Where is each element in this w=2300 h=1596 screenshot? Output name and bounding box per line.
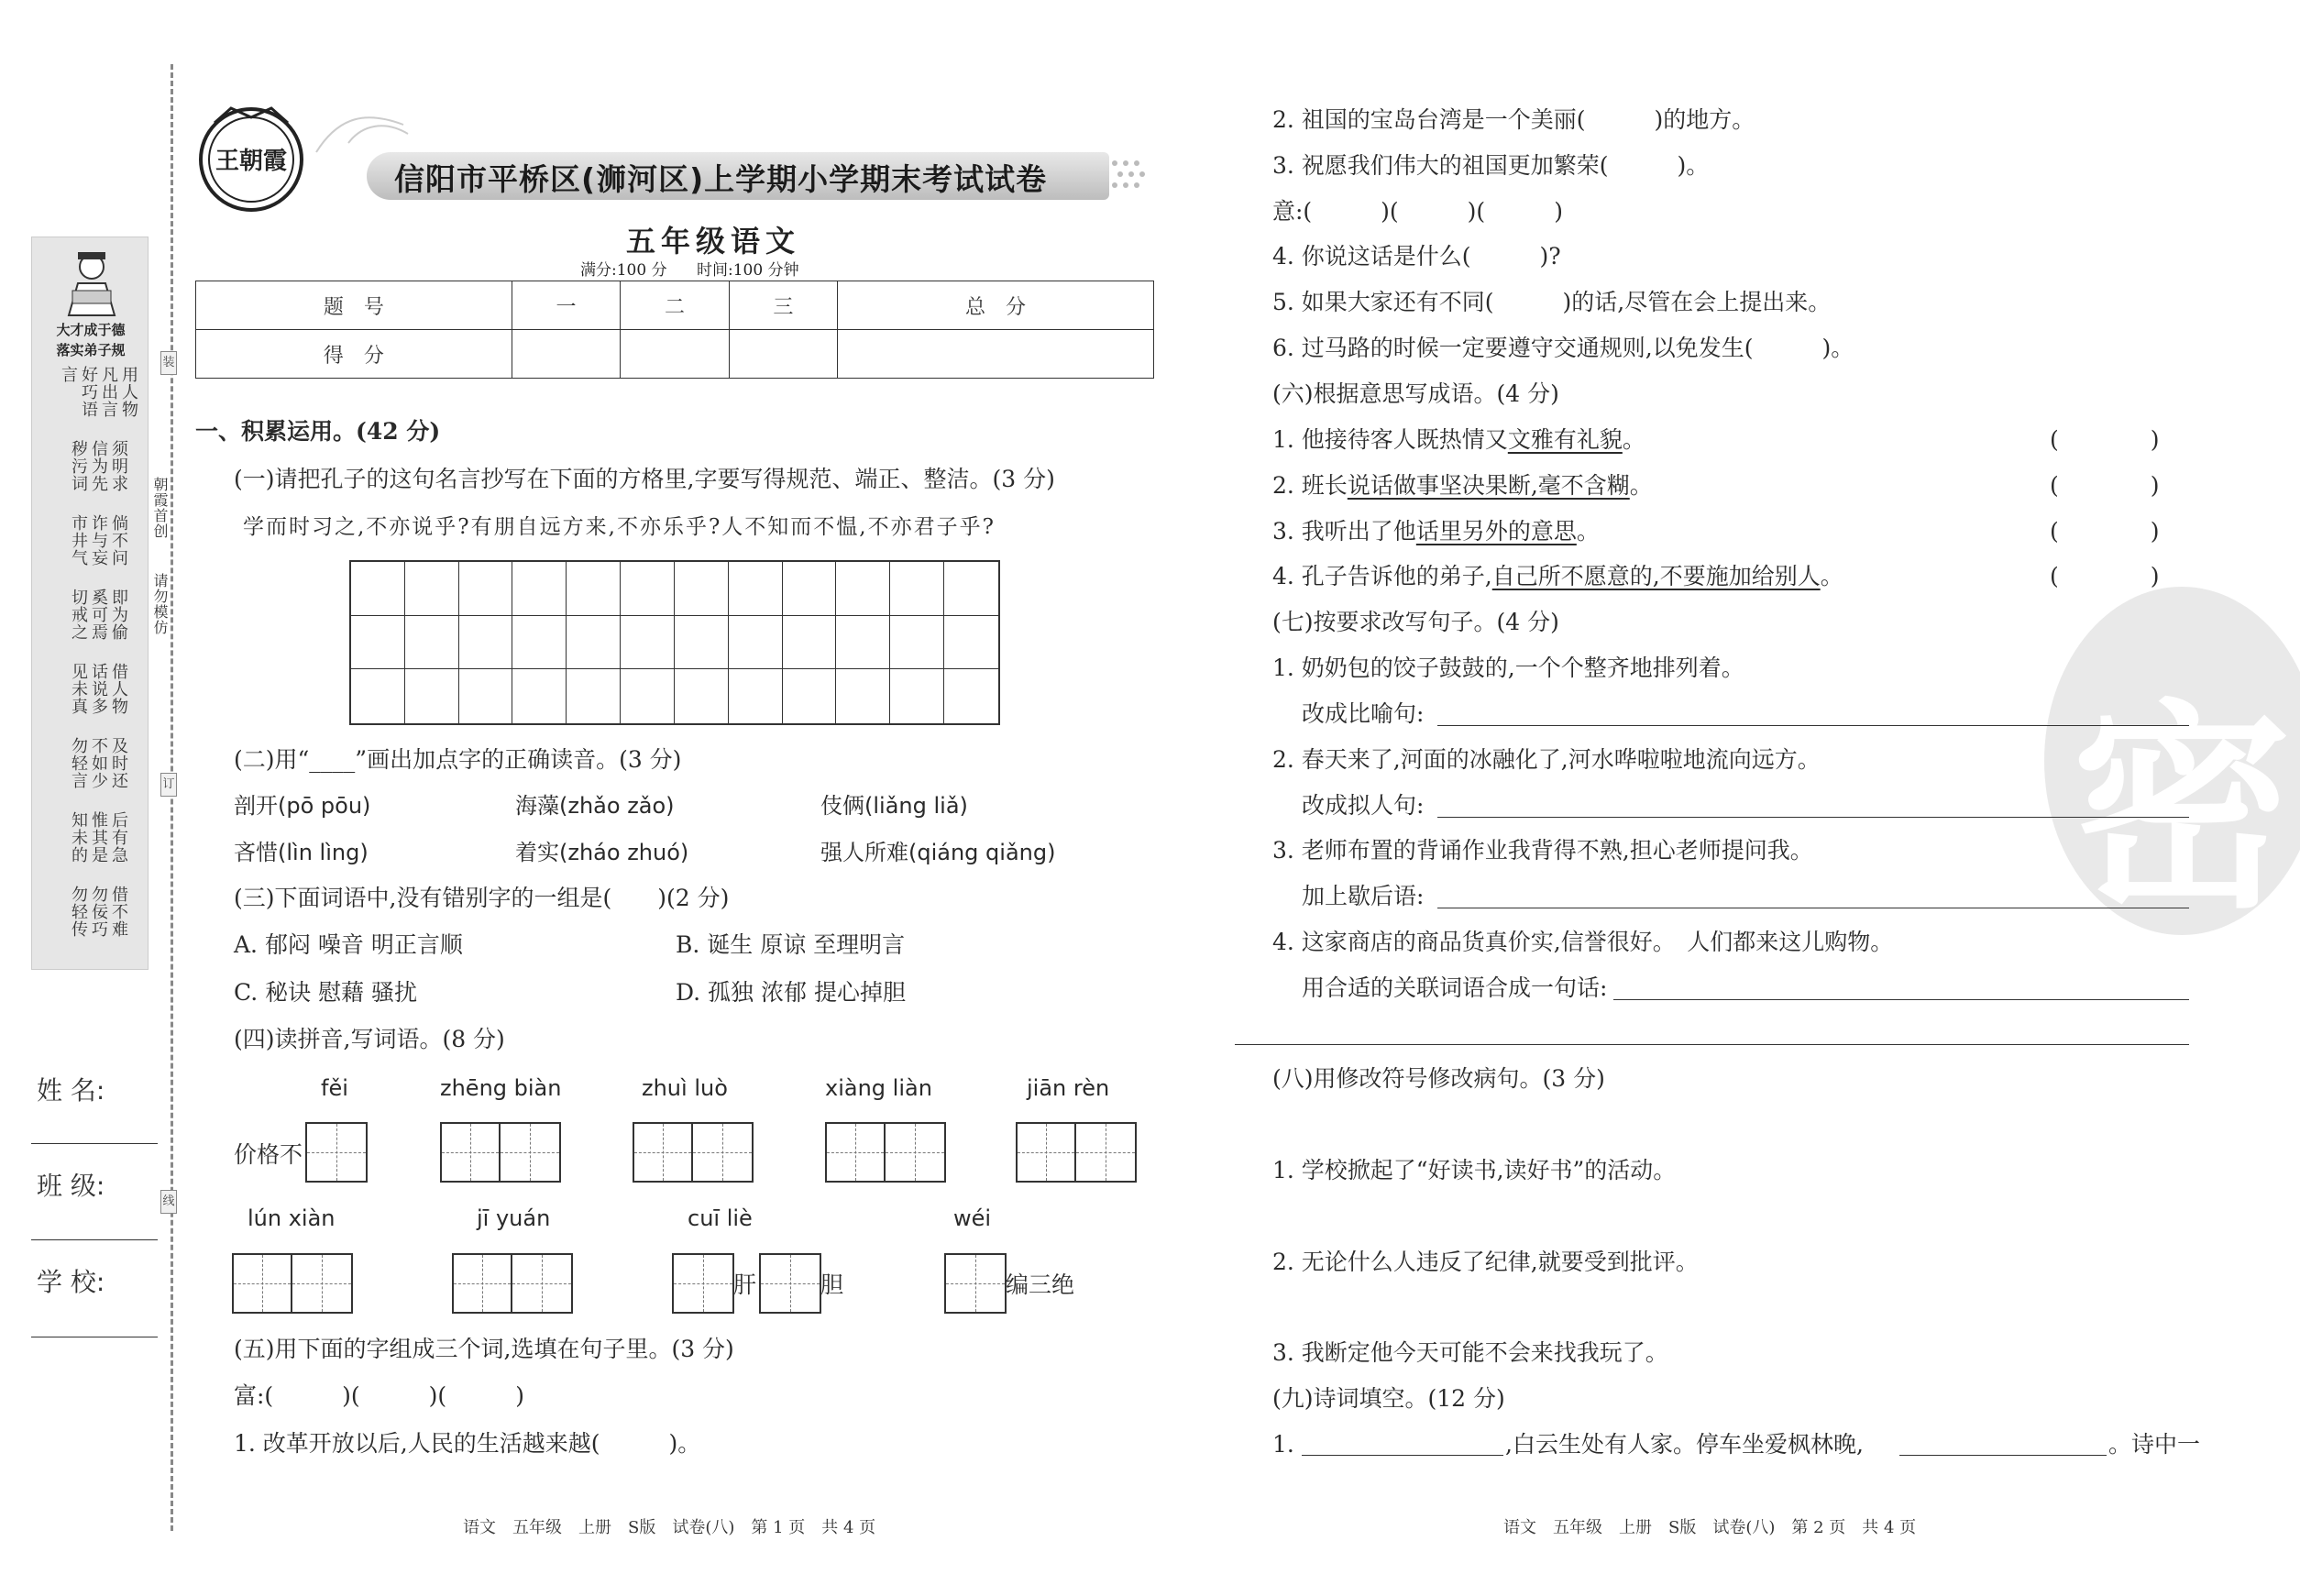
- motto-verse: 勿佞巧: [89, 886, 108, 938]
- q4-box-3[interactable]: [633, 1122, 754, 1183]
- motto-verse: 后有急: [109, 811, 128, 864]
- copy-grid-cell[interactable]: [783, 562, 837, 616]
- name-line[interactable]: [31, 1143, 158, 1144]
- q8-sentence-2[interactable]: 2. 无论什么人违反了纪律,就要受到批评。: [1272, 1249, 1699, 1275]
- motto-verse: 好巧语言: [59, 366, 98, 418]
- q2-item[interactable]: 着实(zháo zhuó): [515, 840, 689, 865]
- q9-blank-1[interactable]: [1302, 1455, 1503, 1456]
- score-header-cell: 一: [512, 281, 620, 330]
- q8-sentence-1[interactable]: 1. 学校掀起了“好读书,读好书”的活动。: [1272, 1157, 1677, 1183]
- copy-grid-cell[interactable]: [890, 616, 944, 670]
- motto-verse: 话说多: [89, 663, 108, 715]
- copy-grid-cell[interactable]: [944, 669, 998, 723]
- brand-logo: [194, 103, 314, 213]
- q5-word-yi[interactable]: 意:( )( )( ): [1272, 198, 1563, 225]
- copy-grid-cell[interactable]: [729, 616, 783, 670]
- copy-grid-cell[interactable]: [729, 669, 783, 723]
- motto-verse: 借人物: [109, 663, 128, 715]
- copy-grid-cell[interactable]: [405, 616, 459, 670]
- side-note-2: 请勿模仿: [151, 573, 169, 635]
- motto-verse: 切戒之: [69, 589, 88, 641]
- school-label: 学 校:: [37, 1267, 105, 1297]
- score-cell[interactable]: [512, 330, 620, 379]
- motto-verse-row: [58, 366, 138, 433]
- q4-pinyin: zhēng biàn: [440, 1075, 562, 1101]
- q9-num: 1.: [1272, 1431, 1294, 1458]
- copy-grid[interactable]: [349, 560, 1000, 725]
- q7-answer-line-2[interactable]: [1437, 817, 2189, 818]
- copy-grid-cell[interactable]: [512, 669, 567, 723]
- motto-sidebar: [31, 237, 149, 970]
- copy-grid-cell[interactable]: [567, 669, 621, 723]
- page-footer-right: 语文 五年级 上册 S版 试卷(八) 第 2 页 共 4 页: [1503, 1518, 1917, 1537]
- q6-item-3: 3. 我听出了他话里另外的意思。: [1272, 518, 1600, 545]
- q4-prompt: (四)读拼音,写词语。(8 分): [234, 1026, 505, 1052]
- q6-item-1: 1. 他接待客人既热情又文雅有礼貌。: [1272, 426, 1645, 453]
- copy-grid-cell[interactable]: [512, 616, 567, 670]
- q5-word-fu[interactable]: 富:( )( )( ): [234, 1382, 524, 1409]
- binding-tag-zhuang: 装: [160, 351, 177, 375]
- q6-answer-2[interactable]: ( ): [2050, 472, 2160, 499]
- binding-tag-ding: 订: [160, 773, 177, 797]
- motto-verse-row: [58, 811, 138, 878]
- confidential-watermark: 密: [2044, 587, 2300, 935]
- copy-grid-cell[interactable]: [783, 616, 837, 670]
- motto-verse: 勿轻言: [69, 737, 88, 789]
- q6-answer-4[interactable]: ( ): [2050, 563, 2160, 589]
- copy-grid-cell[interactable]: [675, 669, 729, 723]
- q7-task-2: 改成拟人句:: [1302, 792, 1425, 819]
- copy-grid-cell[interactable]: [621, 669, 675, 723]
- copy-grid-cell[interactable]: [512, 562, 567, 616]
- copy-grid-cell[interactable]: [836, 669, 890, 723]
- motto-verse: 须明求: [109, 440, 128, 492]
- binding-dashed-line: [171, 64, 173, 1531]
- q5-sentence-6[interactable]: 6. 过马路的时候一定要遵守交通规则,以免发生( )。: [1272, 335, 1854, 361]
- score-header-cell: 题 号: [196, 281, 512, 330]
- q9-prompt: (九)诗词填空。(12 分): [1272, 1385, 1505, 1412]
- q9-middle: ,白云生处有人家。停车坐爱枫林晚,: [1505, 1431, 1864, 1458]
- q8-sentence-3[interactable]: 3. 我断定他今天可能不会来找我玩了。: [1272, 1339, 1668, 1366]
- q2-item[interactable]: 吝惜(lìn lìng): [234, 840, 369, 865]
- q2-item[interactable]: 剖开(pō pōu): [234, 793, 371, 819]
- q4-box-1[interactable]: [305, 1122, 368, 1183]
- q9-end: 。诗中一: [2108, 1431, 2201, 1458]
- q4-pinyin: zhuì luò: [642, 1075, 728, 1101]
- score-header-cell: 总 分: [838, 281, 1154, 330]
- q6-item-4: 4. 孔子告诉他的弟子,自己所不愿意的,不要施加给别人。: [1272, 563, 1843, 589]
- q4-pinyin: jiān rèn: [1027, 1075, 1110, 1101]
- motto-verse: 用人物: [119, 366, 138, 418]
- q4-box-5[interactable]: [1016, 1122, 1137, 1183]
- q6-item-2: 2. 班长说话做事坚决果断,毫不含糊。: [1272, 472, 1653, 499]
- logo-text: 王朝霞: [215, 148, 288, 175]
- copy-grid-cell[interactable]: [405, 562, 459, 616]
- q2-item[interactable]: 海藻(zhǎo zǎo): [515, 793, 675, 819]
- copy-grid-cell[interactable]: [621, 562, 675, 616]
- exam-title: 信阳市平桥区(浉河区)上学期小学期末考试试卷: [394, 161, 1048, 197]
- copy-grid-cell[interactable]: [459, 669, 513, 723]
- exam-meta: 满分:100 分 时间:100 分钟: [580, 261, 799, 280]
- motto-verse: 不如少: [89, 737, 108, 789]
- q5-prompt: (五)用下面的字组成三个词,选填在句子里。(3 分): [234, 1336, 734, 1362]
- score-table: [195, 281, 1154, 379]
- copy-grid-cell[interactable]: [675, 616, 729, 670]
- class-label: 班 级:: [37, 1171, 105, 1201]
- copy-grid-cell[interactable]: [351, 616, 405, 670]
- q4-box-4[interactable]: [825, 1122, 946, 1183]
- q7-answer-line-1[interactable]: [1437, 725, 2189, 726]
- score-cell[interactable]: [838, 330, 1154, 379]
- banner-dots-decoration: [1109, 156, 1155, 196]
- q4-box-6[interactable]: [232, 1253, 353, 1314]
- q6-answer-1[interactable]: ( ): [2050, 426, 2160, 453]
- side-note-1: 朝霞首创: [151, 477, 169, 539]
- q9-blank-2[interactable]: [1899, 1455, 2107, 1456]
- q7-task-3: 加上歇后语:: [1302, 883, 1425, 909]
- copy-grid-cell[interactable]: [621, 616, 675, 670]
- class-line[interactable]: [31, 1239, 158, 1240]
- copy-grid-cell[interactable]: [675, 562, 729, 616]
- copy-grid-cell[interactable]: [351, 669, 405, 723]
- copy-grid-cell[interactable]: [567, 616, 621, 670]
- copy-grid-cell[interactable]: [890, 669, 944, 723]
- score-header-cell: 二: [621, 281, 729, 330]
- q4-pinyin: xiàng liàn: [825, 1075, 932, 1101]
- q4-suffix: 肝: [733, 1271, 757, 1298]
- motto-verse-row: [58, 737, 138, 804]
- motto-verse-row: [58, 514, 138, 581]
- binding-tag-xian: 线: [160, 1190, 177, 1214]
- q5-sentence-3[interactable]: 3. 祝愿我们伟大的祖国更加繁荣( )。: [1272, 152, 1710, 179]
- score-cell[interactable]: [729, 330, 837, 379]
- q3-prompt: (三)下面词语中,没有错别字的一组是( )(2 分): [234, 885, 730, 911]
- q2-item[interactable]: 伎俩(liǎng liǎ): [820, 793, 968, 819]
- motto-verse: 秽污词: [69, 440, 88, 492]
- subject-title: 五年级语文: [626, 224, 801, 259]
- q2-item[interactable]: 强人所难(qiáng qiǎng): [820, 840, 1056, 865]
- q5-sentence-4[interactable]: 4. 你说这话是什么( )?: [1272, 243, 1561, 270]
- q8-prompt: (八)用修改符号修改病句。(3 分): [1272, 1065, 1605, 1092]
- q4-box-2[interactable]: [440, 1122, 561, 1183]
- copy-grid-cell[interactable]: [459, 616, 513, 670]
- q2-prompt: (二)用“____”画出加点字的正确读音。(3 分): [234, 746, 682, 773]
- copy-grid-cell[interactable]: [567, 562, 621, 616]
- q3-option-b[interactable]: B. 诞生 原谅 至理明言: [676, 931, 906, 958]
- q4-pinyin: lún xiàn: [248, 1205, 336, 1231]
- motto-verse: 勿轻传: [69, 886, 88, 938]
- motto-verse-row: [58, 589, 138, 655]
- q7-task-4: 用合适的关联词语合成一句话:: [1302, 974, 1608, 1001]
- q4-pinyin: wéi: [953, 1205, 992, 1231]
- q1-quote: 学而时习之,不亦说乎?有朋自远方来,不亦乐乎?人不知而不愠,不亦君子乎?: [243, 515, 996, 539]
- motto-verse: 及时还: [109, 737, 128, 789]
- q3-option-c[interactable]: C. 秘诀 慰藉 骚扰: [234, 979, 418, 1006]
- copy-grid-cell[interactable]: [783, 669, 837, 723]
- copy-grid-cell[interactable]: [944, 562, 998, 616]
- page-footer-left: 语文 五年级 上册 S版 试卷(八) 第 1 页 共 4 页: [463, 1518, 876, 1537]
- motto-verse: 诈与妄: [89, 514, 108, 567]
- q5-sentence-1[interactable]: 1. 改革开放以后,人民的生活越来越( )。: [234, 1430, 701, 1457]
- q4-prefix: 价格不: [234, 1141, 303, 1168]
- motto-verse: 知未的: [69, 811, 88, 864]
- motto-verse: 奚可焉: [89, 589, 108, 641]
- section-1-heading: 一、积累运用。(42 分): [195, 418, 441, 445]
- motto-verse: 借不难: [109, 886, 128, 938]
- q4-pinyin: fěi: [321, 1075, 348, 1101]
- score-cell[interactable]: [621, 330, 729, 379]
- q4-suffix: 编三绝: [1006, 1271, 1075, 1298]
- q7-sentence-2: 2. 春天来了,河面的冰融化了,河水哗啦啦地流向远方。: [1272, 746, 1821, 773]
- q7-sentence-3: 3. 老师布置的背诵作业我背得不熟,担心老师提问我。: [1272, 837, 1813, 864]
- q4-pinyin: jī yuán: [477, 1205, 551, 1231]
- motto-verse: 惟其是: [89, 811, 108, 864]
- q7-answer-line-4b[interactable]: [1235, 1044, 2189, 1045]
- q3-option-a[interactable]: A. 郁闷 噪音 明正言顺: [234, 931, 463, 958]
- motto-verse: 倘不问: [109, 514, 128, 567]
- score-header-cell: 三: [729, 281, 837, 330]
- q6-prompt: (六)根据意思写成语。(4 分): [1272, 380, 1559, 407]
- q4-box-7[interactable]: [452, 1253, 573, 1314]
- motto-text: 大才成于德 落实弟子规: [56, 322, 126, 358]
- name-label: 姓 名:: [37, 1075, 105, 1106]
- q6-answer-3[interactable]: ( ): [2050, 518, 2160, 545]
- q4-suffix: 胆: [820, 1271, 844, 1298]
- ribbon-decoration: [312, 106, 413, 161]
- copy-grid-cell[interactable]: [944, 616, 998, 670]
- copy-grid-cell[interactable]: [459, 562, 513, 616]
- motto-verse: 即为偷: [109, 589, 128, 641]
- motto-verse-row: [58, 886, 138, 952]
- q7-answer-line-4a[interactable]: [1613, 999, 2189, 1000]
- q4-pinyin: cuī liè: [688, 1205, 753, 1231]
- q5-sentence-5[interactable]: 5. 如果大家还有不同( )的话,尽管在会上提出来。: [1272, 289, 1832, 315]
- scholar-figure-icon: [60, 247, 124, 320]
- q7-task-1: 改成比喻句:: [1302, 700, 1425, 727]
- q3-option-d[interactable]: D. 孤独 浓郁 提心掉胆: [676, 979, 906, 1006]
- motto-verse-row: [58, 440, 138, 507]
- motto-verse: 见未真: [69, 663, 88, 715]
- motto-verse: 凡出言: [99, 366, 118, 418]
- q7-sentence-1: 1. 奶奶包的饺子鼓鼓的,一个个整齐地排列着。: [1272, 655, 1744, 681]
- q1-prompt: (一)请把孔子的这句名言抄写在下面的方格里,字要写得规范、端正、整洁。(3 分): [234, 466, 1055, 492]
- q7-sentence-4: 4. 这家商店的商品货真价实,信誉很好。 人们都来这儿购物。: [1272, 929, 1894, 955]
- motto-verse: 市井气: [69, 514, 88, 567]
- copy-grid-cell[interactable]: [836, 562, 890, 616]
- copy-grid-cell[interactable]: [729, 562, 783, 616]
- motto-verse-row: [58, 663, 138, 730]
- motto-verses: [58, 366, 138, 952]
- copy-grid-cell[interactable]: [890, 562, 944, 616]
- q4-box-9[interactable]: [759, 1253, 821, 1314]
- copy-grid-cell[interactable]: [405, 669, 459, 723]
- q5-sentence-2[interactable]: 2. 祖国的宝岛台湾是一个美丽( )的地方。: [1272, 106, 1755, 133]
- score-row-label: 得 分: [196, 330, 512, 379]
- q4-box-8[interactable]: [672, 1253, 734, 1314]
- motto-verse: 信为先: [89, 440, 108, 492]
- copy-grid-cell[interactable]: [836, 616, 890, 670]
- copy-grid-cell[interactable]: [351, 562, 405, 616]
- q4-box-10[interactable]: [944, 1253, 1007, 1314]
- q7-prompt: (七)按要求改写句子。(4 分): [1272, 609, 1559, 635]
